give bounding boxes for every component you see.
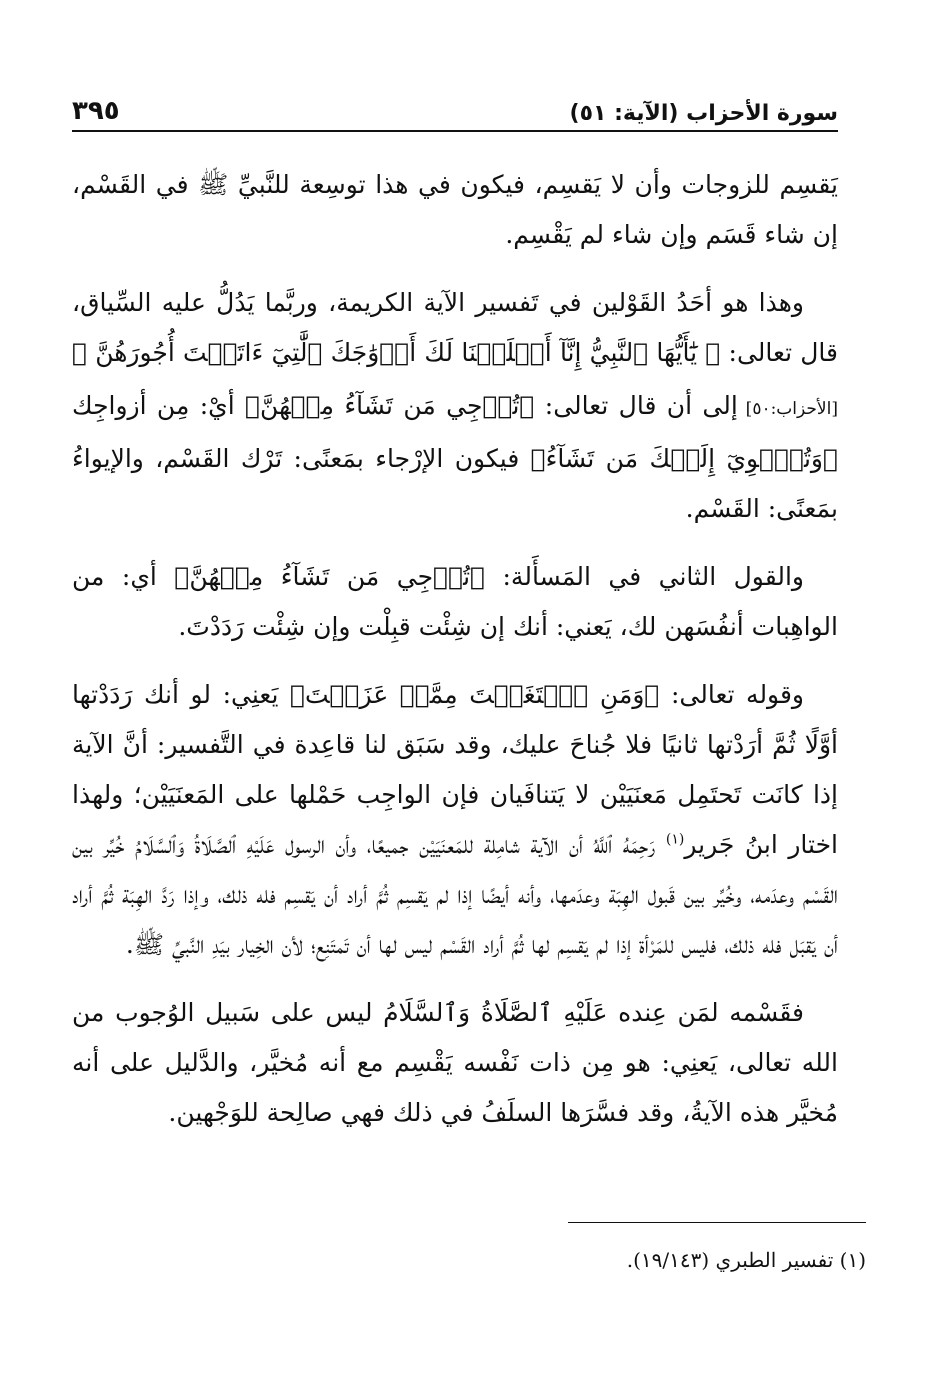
paragraph-5: فقَسْمه لمَن عِنده عَلَيْهِ ٱلصَّلَاةُ وَٱلسَّلَامُ ليس على سَبيل الوُجوب من الله تعالى، يَعنِي: هو مِن ذات نَفْسه يَقْسِم مع أنه مُخيَّر، والدَّليل على أنه مُخيَّر هذه الآيةُ، وقد فسَّرَها السلَفُ في ذلك فهي صالِحة للوَجْهين.	[72, 998, 838, 1127]
paragraph-2	[72, 278, 838, 534]
quran-verse: ﴿وَتُـٔۡوِيٓ إِلَيۡكَ مَن تَشَآءُ﴾	[530, 444, 839, 473]
text-segment: يَعنِي: لو أنك رَدَدْتها أوَّلًا ثُمَّ أرَدْتها ثانيًا فلا جُناحَ عليك، وقد سَبَق لنا قاعِدة في التَّفسير: أنَّ الآية إذا كانَت تَحتَمِل مَعنَيَيْن لا يَتنافَيان فإن الواجِب حَمْلها على المَعنَيَيْن؛ ولهذا اختار ابنُ جَرير	[72, 680, 838, 859]
text-segment: وهذا هو أحَدُ القَوْلين في تَفسير الآية الكريمة، وربَّما يَدُلُّ عليه السِّياق، قال تعالى:	[72, 288, 839, 367]
text-segment: أي: من الواهِبات أنفُسَهن لك، يَعني: أنك إن شِئْت قبِلْت وإن شِئْت رَدَدْتَ.	[72, 562, 838, 641]
text-segment: وقوله تعالى:	[659, 680, 804, 709]
footnote-marker[interactable]: (١)	[665, 831, 685, 848]
page-number: ٣٩٥	[72, 96, 120, 126]
paragraph-1: يَقسِم للزوجات وأن لا يَقسِم، فيكون في هذا توسِعة للنَّبيِّ ﷺ في القَسْم، إن شاء قَسَم وإن شاء لم يَقْسِم.	[72, 170, 838, 249]
footnote: (١) تفسير الطبري (١٩/١٤٣).	[626, 1248, 866, 1272]
text-segment: رَحِمَهُ ٱللَّهُ أن الآية شامِلة للمَعنَيَيْن جميعًا، وأن الرسول عَلَيْهِ ٱلصَّلَاةُ وَٱلسَّلَامُ خُيِّر بين القَسْم وعدَمه، وخُيِّر بين قَبول الهِبَة وعدَمها، وأنه أيضًا إذا لم يَقسِم ثُمَّ أراد أن يَقسِم فله ذلك، وإذا رَدَّ الهِبَة ثُمَّ أراد أن يَقبَل فله ذلك، فليس للمَرْأة إذا لم يَقسِم لها ثُمَّ أراد القَسْم ليس لها أن تَمتَنِع؛ لأن الخِيار بيَدِ النَّبيِّ ﷺ.	[72, 830, 838, 959]
quran-verse: ﴿تُرۡجِي مَن تَشَآءُ مِنۡهُنَّ﴾	[174, 562, 486, 591]
surah-title: سورة الأحزاب (الآية: ٥١)	[569, 101, 838, 126]
text-segment: والقول الثاني في المَسأَلة:	[485, 562, 804, 591]
text-segment: إلى أن قال تعالى:	[534, 391, 738, 420]
text-segment: فيكون الإرْجاء بمَعنًى: تَرْك القَسْم، والإيواءُ بمَعنًى: القَسْم.	[72, 444, 838, 523]
verse-reference: [الأحزاب:٥٠]	[737, 399, 838, 419]
quran-verse: ﴿ يَٰٓأَيُّهَا ٱلنَّبِيُّ إِنَّآ أَحۡلَلۡنَا لَكَ أَزۡوَٰجَكَ ٱلَّٰتِيٓ ءَاتَيۡتَ أُجُورَهُنَّ ﴾	[72, 338, 721, 367]
quran-verse: ﴿وَمَنِ ٱبۡتَغَيۡتَ مِمَّنۡ عَزَلۡتَ﴾	[289, 680, 660, 709]
paragraph-4	[72, 670, 838, 970]
text-segment: أيْ: مِن أزواجِك	[72, 391, 246, 420]
page-header	[72, 86, 838, 132]
footnote-divider	[568, 1222, 866, 1223]
paragraph-3	[72, 552, 838, 652]
quran-verse: ﴿تُرۡجِي مَن تَشَآءُ مِنۡهُنَّ﴾	[245, 391, 535, 420]
body-text	[72, 160, 838, 1156]
